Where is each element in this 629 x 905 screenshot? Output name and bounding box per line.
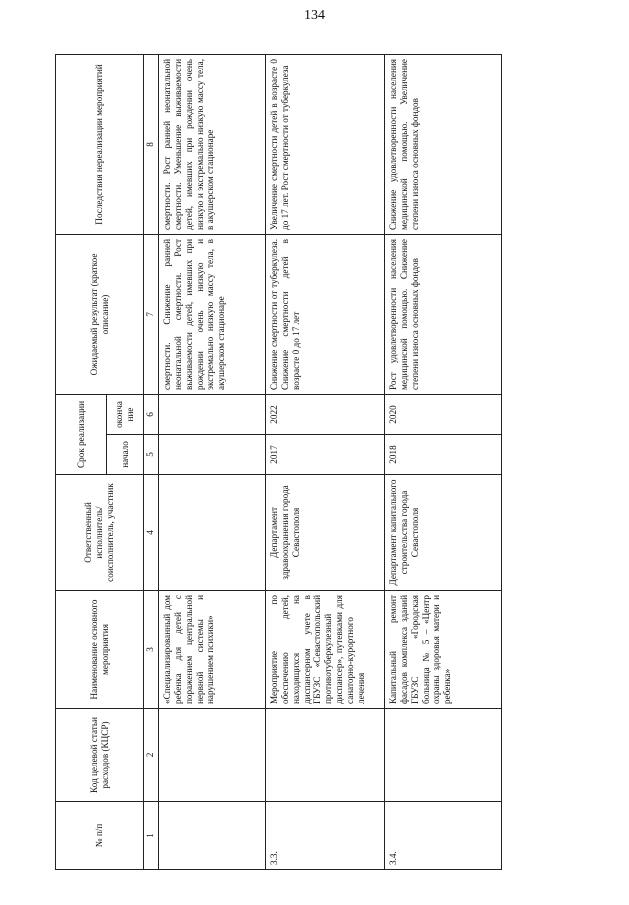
cell-result: смертности. Снижение ранней неонатальной смертности. Рост выживаемости детей, имевших при рождении очень низкую и экстремально низкую массу тела, в акушерском стационаре <box>159 234 266 394</box>
cell-kcsr <box>159 709 266 802</box>
cell-name: Мероприятие по обеспечению детей, находящихся на диспансерном учете в ГБУЗС «Севастопольский противотуберкулезный диспансер», путевками для санаторно-курортного лечения <box>266 591 385 709</box>
header-executor: Ответственный исполнитель/ соисполнитель, участник <box>56 475 144 591</box>
cell-consequences: смертности. Рост ранней неонатальной смертности. Уменьшение выживаемости детей, имевших при рождении очень низкую и экстремально низкую массу тела, в акушерском стационаре <box>159 54 266 234</box>
cell-end: 2022 <box>266 394 385 434</box>
header-period: Срок реализации <box>56 394 107 474</box>
cell-executor: Департамент капитального строительства города Севастополя <box>385 475 502 591</box>
column-number: 5 <box>144 435 159 475</box>
cell-name: «Специализированный дом ребенка для детей с поражением центральной нервной системы и нарушением психики» <box>159 591 266 709</box>
cell-kcsr <box>266 709 385 802</box>
header-consequences: Последствия нереализации мероприятий <box>56 54 144 234</box>
header-end: оконча ние <box>107 394 144 434</box>
header-start: начало <box>107 435 144 475</box>
table-header-row <box>56 54 107 869</box>
table-row <box>159 54 266 869</box>
cell-num <box>159 802 266 870</box>
cell-num: 3.3. <box>266 802 385 870</box>
cell-end: 2020 <box>385 394 502 434</box>
page-number: 134 <box>304 8 325 23</box>
rotated-table-wrapper <box>55 54 502 870</box>
cell-executor <box>159 475 266 591</box>
table-row <box>385 54 502 869</box>
program-table <box>55 54 502 870</box>
cell-start: 2018 <box>385 435 502 475</box>
header-kcsr: Код целевой статьи расходов (КЦСР) <box>56 709 144 802</box>
column-number: 2 <box>144 709 159 802</box>
table-row <box>266 54 385 869</box>
cell-name: Капитальный ремонт фасадов комплекса зданий ГБУЗС «Городская больница № 5 – «Центр охраны здоровья матери и ребенка» <box>385 591 502 709</box>
cell-consequences: Снижение удовлетворенности населения медицинской помощью. Увеличение степени износа основных фондов <box>385 54 502 234</box>
cell-kcsr <box>385 709 502 802</box>
cell-start: 2017 <box>266 435 385 475</box>
header-name: Наименование основного мероприятия <box>56 591 144 709</box>
cell-start <box>159 435 266 475</box>
cell-result: Рост удовлетворенности населения медицинской помощью. Снижение степени износа основных фондов <box>385 234 502 394</box>
header-result: Ожидаемый результат (краткое описание) <box>56 234 144 394</box>
column-number: 7 <box>144 234 159 394</box>
cell-num: 3.4. <box>385 802 502 870</box>
column-number: 8 <box>144 54 159 234</box>
column-numbers-row <box>144 54 159 869</box>
cell-result: Снижение смертности от туберкулеза. Снижение смертности детей в возрасте 0 до 17 лет <box>266 234 385 394</box>
cell-consequences: Увеличение смертности детей в возрасте 0 до 17 лет. Рост смертности от туберкулеза <box>266 54 385 234</box>
cell-end <box>159 394 266 434</box>
cell-executor: Департамент здравоохранения города Севастополя <box>266 475 385 591</box>
column-number: 1 <box>144 802 159 870</box>
column-number: 6 <box>144 394 159 434</box>
column-number: 4 <box>144 475 159 591</box>
column-number: 3 <box>144 591 159 709</box>
header-num: № п/п <box>56 802 144 870</box>
